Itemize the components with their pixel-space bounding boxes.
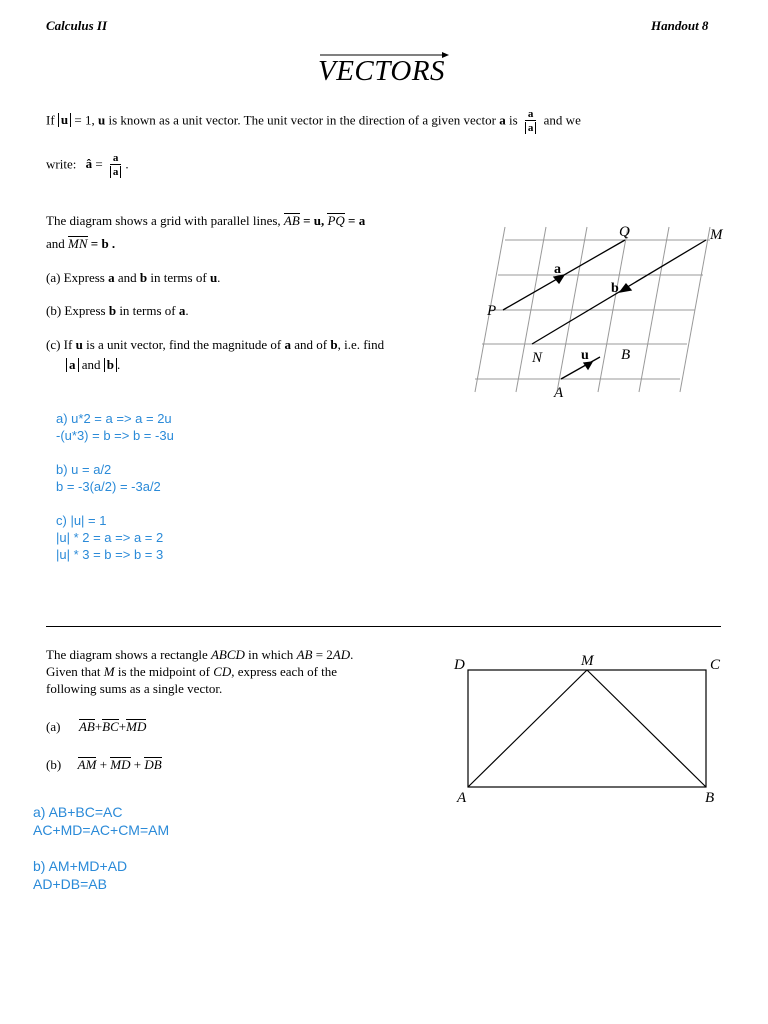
- vector-b: b: [139, 270, 148, 285]
- unit-vector-fraction: [525, 108, 537, 135]
- label-m: M: [581, 653, 594, 669]
- q1-text: The diagram shows a grid with parallel lines,: [46, 213, 281, 228]
- plus-sign: +: [94, 719, 103, 734]
- vector-a: a: [499, 112, 506, 128]
- q1-part-a: [46, 270, 220, 286]
- abs-u: [58, 113, 71, 127]
- q2-text: is the midpoint of: [117, 664, 210, 679]
- intro-line-1: [46, 108, 581, 135]
- q1-part-b: [46, 303, 189, 319]
- label-a: A: [554, 385, 564, 401]
- vector-u: u: [75, 337, 83, 352]
- label-vector-b: b: [611, 281, 619, 296]
- part-label: (b): [46, 757, 62, 772]
- vector-ab: AB: [78, 719, 95, 734]
- period: .: [217, 270, 221, 285]
- answer-line: [33, 839, 169, 857]
- label-n: N: [532, 350, 543, 366]
- vector-mn: MN: [68, 236, 88, 251]
- abs-a-value: a: [69, 357, 76, 372]
- segment-ad: AD: [332, 647, 351, 662]
- q1-text: is a unit vector, find the magnitude of: [86, 337, 282, 352]
- fraction-denominator: a: [110, 166, 122, 178]
- vector-db: DB: [144, 757, 162, 772]
- period: .: [185, 303, 189, 318]
- answer-line: AD+DB=AB: [33, 876, 107, 892]
- label-b: B: [621, 347, 631, 363]
- equals-sign: =: [95, 156, 103, 172]
- vector-bc: BC: [102, 719, 119, 734]
- period: .: [117, 357, 121, 372]
- q1-text: in terms of: [119, 303, 176, 318]
- vector-u: u: [98, 112, 106, 128]
- abs-b-value: b: [106, 357, 115, 372]
- label-b: B: [705, 790, 715, 806]
- answer-line: b) AM+MD+AD: [33, 858, 128, 874]
- q1-text: = b .: [90, 236, 116, 251]
- rectangle-diagram: [448, 648, 728, 810]
- label-c: C: [710, 657, 721, 673]
- label-m: M: [710, 227, 723, 243]
- q2-text: = 2: [315, 647, 333, 662]
- label-q: Q: [619, 224, 630, 240]
- answer-line: |u| * 2 = a => a = 2: [56, 530, 164, 545]
- intro-text: is: [508, 112, 518, 128]
- intro-line-2: [46, 152, 129, 179]
- q1-text: and of: [294, 337, 328, 352]
- q1-part-c-2: [66, 357, 120, 373]
- q1-text: = u,: [303, 213, 325, 228]
- plus-sign: +: [99, 757, 108, 772]
- answer-line: a) AB+BC=AC: [33, 804, 123, 820]
- answer-line: b = -3(a/2) = -3a/2: [56, 479, 161, 494]
- plus-sign: +: [118, 719, 127, 734]
- label-vector-a: a: [554, 262, 561, 277]
- vector-b: b: [330, 337, 338, 352]
- fraction-numerator: a: [525, 108, 537, 121]
- vector-u: u: [209, 270, 218, 285]
- fraction-numerator: a: [110, 152, 122, 165]
- part-label: (a): [46, 719, 61, 734]
- grid-diagram: [470, 222, 732, 402]
- q2-text: , express each of the: [231, 664, 338, 679]
- answer-line: a) u*2 = a => a = 2u: [56, 411, 172, 426]
- part-label: (a) Express: [46, 270, 105, 285]
- intro-text: write:: [46, 156, 77, 172]
- q2-part-a: [46, 719, 146, 735]
- label-a: A: [457, 790, 467, 806]
- vector-a: a: [178, 303, 186, 318]
- q2-text: The diagram shows a rectangle: [46, 647, 208, 662]
- q1-text: in terms of: [150, 270, 207, 285]
- section-divider: [46, 626, 721, 627]
- abs-u-value: u: [60, 112, 69, 128]
- plus-sign: +: [133, 757, 142, 772]
- answers-1: [56, 410, 174, 563]
- point-m: M: [103, 664, 115, 679]
- vector-pq: PQ: [327, 213, 345, 228]
- page-title: VECTORS: [318, 55, 446, 87]
- q2-line-2: [46, 664, 337, 680]
- abs-b: [104, 358, 117, 372]
- answer-line: |u| * 3 = b => b = 3: [56, 547, 164, 562]
- q1-text: = a: [348, 213, 366, 228]
- abs-a: [66, 358, 79, 372]
- part-label: (c) If: [46, 337, 73, 352]
- intro-text: is known as a unit vector. The unit vector in the direction of a given vector: [108, 112, 496, 128]
- vector-md: MD: [126, 719, 147, 734]
- period: .: [350, 647, 354, 662]
- intro-text: = 1,: [74, 112, 95, 128]
- handout-number: Handout 8: [651, 18, 709, 33]
- a-hat: â: [85, 156, 93, 172]
- answer-line: c) |u| = 1: [56, 513, 107, 528]
- unit-vector-fraction-2: [110, 152, 122, 179]
- label-vector-u: u: [581, 348, 589, 363]
- segment-cd: CD: [213, 664, 232, 679]
- q1-line-1: [46, 213, 365, 229]
- q2-part-b: [46, 757, 162, 773]
- label-p: P: [487, 303, 497, 319]
- q1-line-2: [46, 236, 115, 252]
- rectangle-name: ABCD: [210, 647, 245, 662]
- intro-text: and we: [543, 112, 581, 128]
- answer-line: AC+MD=AC+CM=AM: [33, 822, 170, 838]
- q1-text: and: [117, 270, 137, 285]
- answer-line: b) u = a/2: [56, 462, 112, 477]
- vector-a: a: [284, 337, 291, 352]
- vector-md: MD: [110, 757, 131, 772]
- intro-text: If: [46, 112, 55, 128]
- vector-b: b: [108, 303, 117, 318]
- part-label: (b) Express: [46, 303, 106, 318]
- answer-line: [56, 495, 174, 512]
- q2-line-1: [46, 647, 353, 663]
- vector-am: AM: [77, 757, 97, 772]
- answer-line: -(u*3) = b => b = -3u: [56, 428, 174, 443]
- period: .: [125, 156, 129, 172]
- label-d: D: [454, 657, 465, 673]
- vector-a: a: [108, 270, 115, 285]
- answers-2: [33, 803, 169, 893]
- answer-line: [56, 444, 174, 461]
- page-title-block: [318, 50, 450, 90]
- q1-text: and: [81, 357, 101, 372]
- fraction-denominator: a: [525, 122, 537, 134]
- q1-text: and: [46, 236, 65, 251]
- q2-text: in which: [248, 647, 294, 662]
- q2-text: Given that: [46, 664, 101, 679]
- q1-text: , i.e. find: [337, 337, 385, 352]
- q1-part-c: [46, 337, 384, 353]
- segment-ab: AB: [296, 647, 313, 662]
- course-title: Calculus II: [46, 18, 108, 33]
- vector-ab: AB: [283, 213, 300, 228]
- q2-line-3: following sums as a single vector.: [46, 681, 223, 696]
